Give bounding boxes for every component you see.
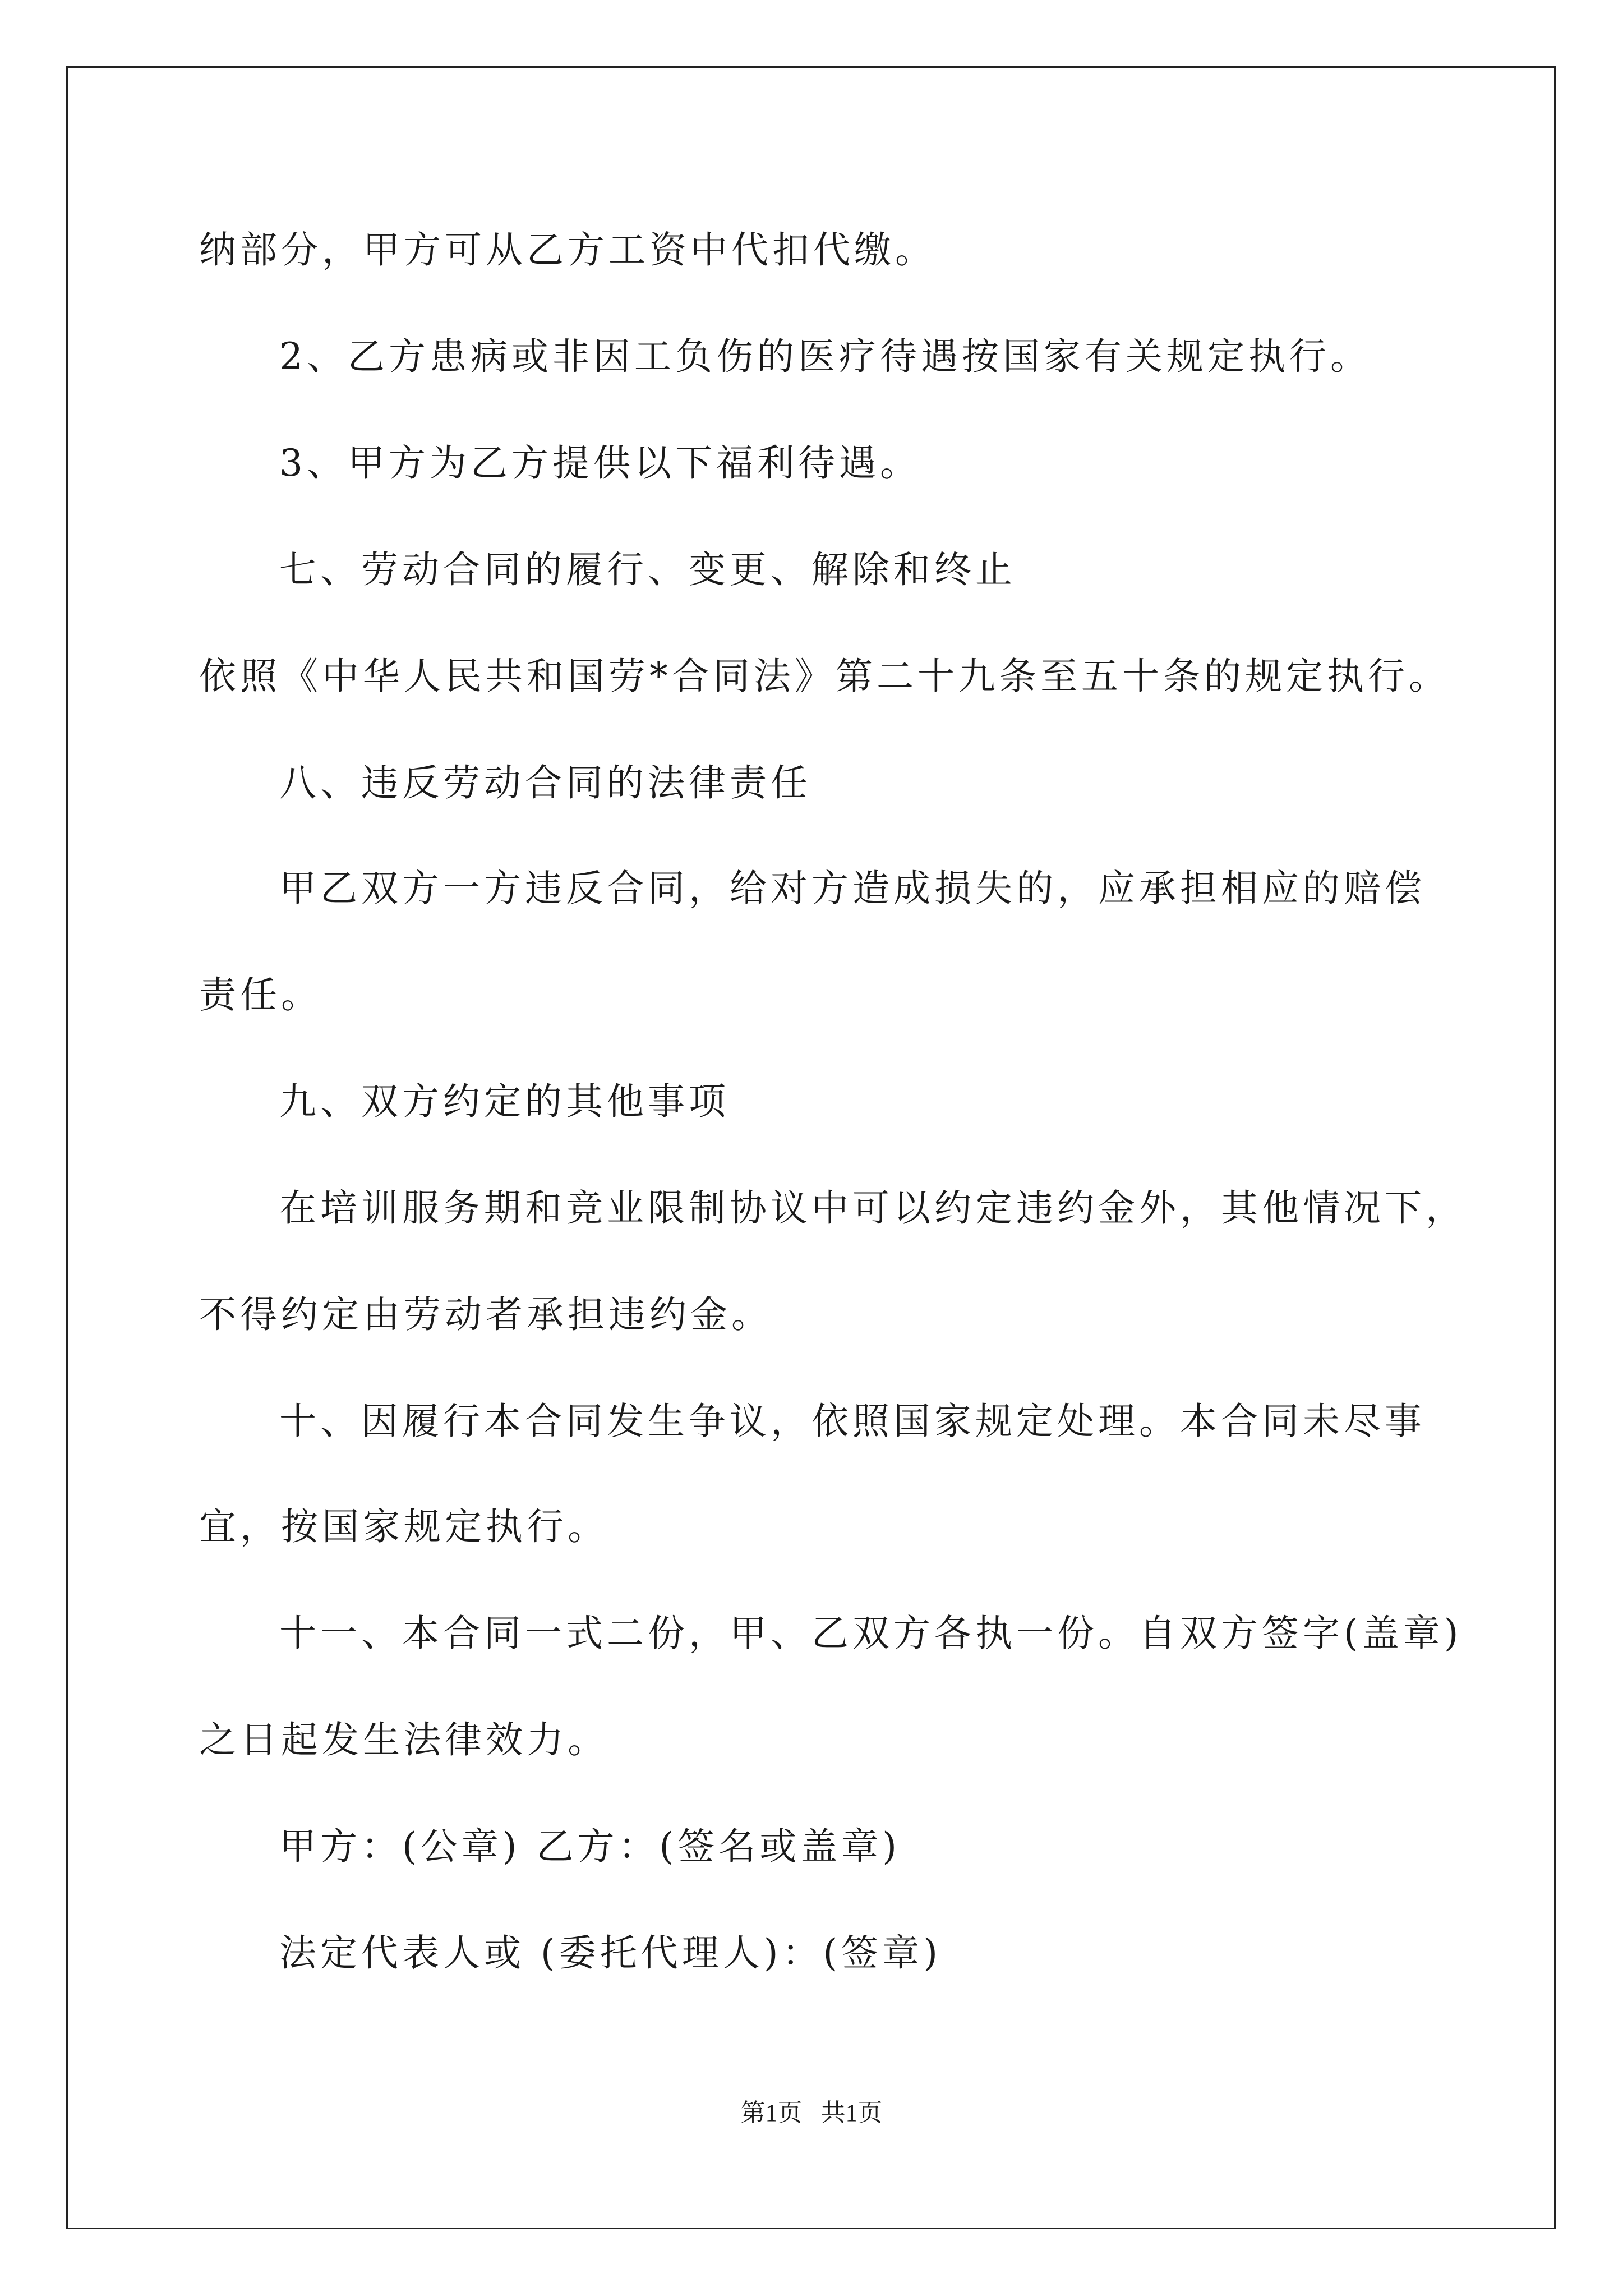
page-border xyxy=(66,66,1556,2229)
paragraph-line: 纳部分，甲方可从乙方工资中代扣代缴。 xyxy=(199,228,936,272)
paragraph-line: 依照《中华人民共和国劳*合同法》第二十九条至五十条的规定执行。 xyxy=(199,655,1450,698)
section-heading: 八、违反劳动合同的法律责任 xyxy=(279,761,811,804)
paragraph-line: 十、因履行本合同发生争议，依照国家规定处理。本合同未尽事 xyxy=(279,1400,1426,1443)
paragraph-line: 3、甲方为乙方提供以下福利待遇。 xyxy=(279,441,921,485)
paragraph-line: 宜，按国家规定执行。 xyxy=(199,1505,608,1548)
paragraph-line: 责任。 xyxy=(199,973,322,1016)
signature-line: 甲方：(公章) 乙方：(签名或盖章) xyxy=(279,1825,901,1868)
paragraph-line: 甲乙双方一方违反合同，给对方造成损失的，应承担相应的赔偿 xyxy=(279,867,1426,910)
paragraph-line: 之日起发生法律效力。 xyxy=(199,1718,608,1761)
paragraph-line: 不得约定由劳动者承担违约金。 xyxy=(199,1293,772,1336)
paragraph-line: 在培训服务期和竞业限制协议中可以约定违约金外，其他情况下， xyxy=(279,1186,1467,1230)
paragraph-line: 2、乙方患病或非因工负伤的医疗待遇按国家有关规定执行。 xyxy=(279,335,1371,378)
signature-line: 法定代表人或 (委托代理人)：(签章) xyxy=(279,1931,942,1975)
section-heading: 九、双方约定的其他事项 xyxy=(279,1080,730,1123)
section-heading: 七、劳动合同的履行、变更、解除和终止 xyxy=(279,548,1016,591)
paragraph-line: 十一、本合同一式二份，甲、乙双方各执一份。自双方签字(盖章) xyxy=(279,1612,1463,1655)
page-number-footer: 第1页 共1页 xyxy=(740,2099,883,2127)
